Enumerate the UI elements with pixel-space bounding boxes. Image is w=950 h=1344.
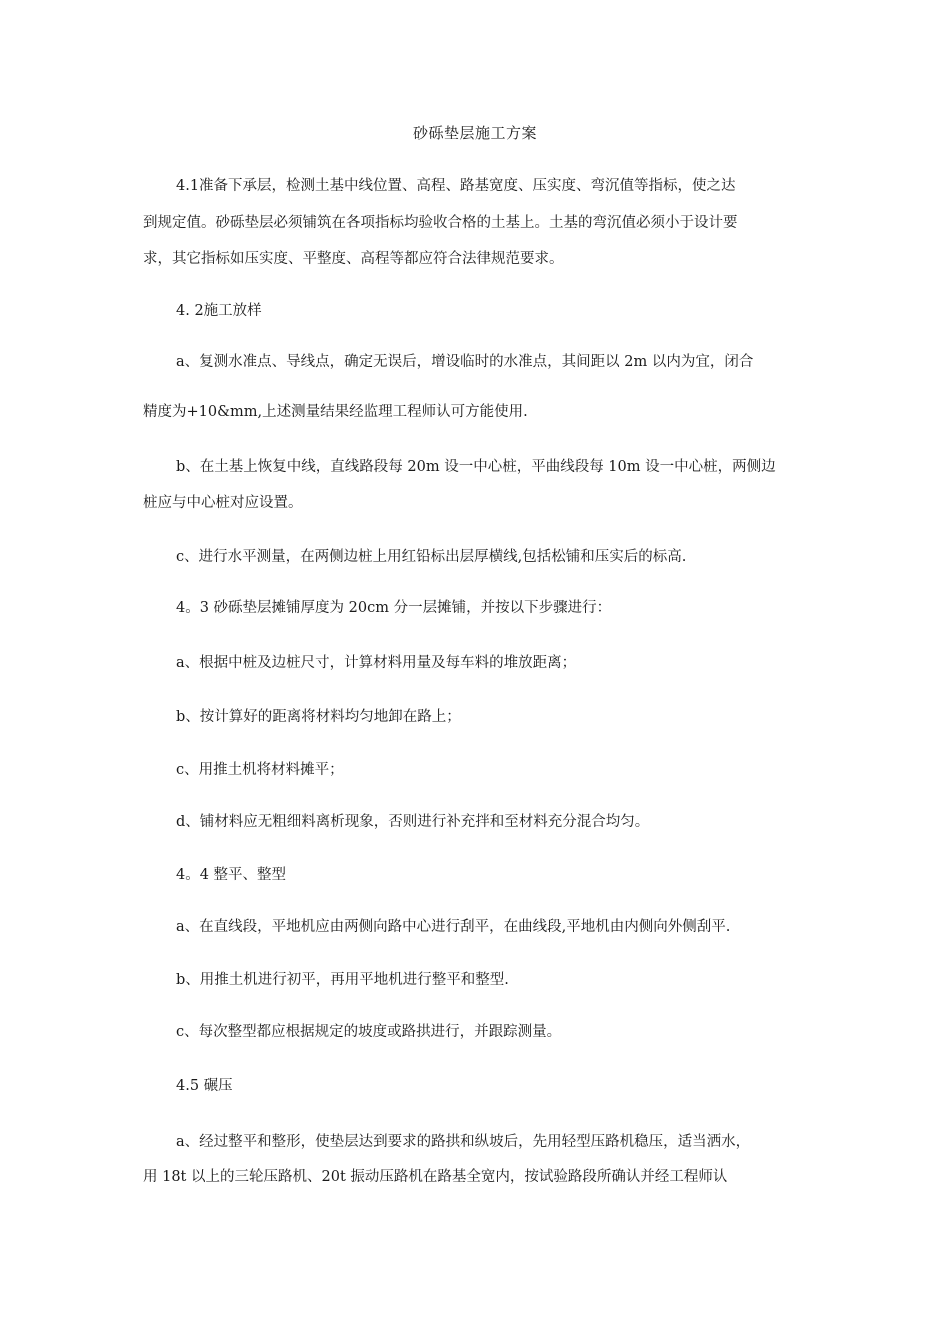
list-item: a、根据中桩及边桩尺寸，计算材料用量及每车料的堆放距离； (176, 655, 577, 671)
paragraph-line: 4.1准备下承层，检测土基中线位置、高程、路基宽度、压实度、弯沉值等指标，使之达 (176, 178, 736, 194)
section-heading: 4. 2施工放样 (176, 303, 262, 319)
section-heading: 4.5 碾压 (176, 1078, 233, 1094)
list-item: c、用推土机将材料摊平； (176, 762, 344, 778)
section-heading: 4。3 砂砾垫层摊铺厚度为 20cm 分一层摊铺，并按以下步骤进行： (176, 600, 612, 616)
document-title: 砂砾垫层施工方案 (412, 124, 537, 142)
list-item: c、每次整型都应根据规定的坡度或路拱进行，并跟踪测量。 (176, 1024, 562, 1040)
list-item: b、用推土机进行初平，再用平地机进行整平和整型. (176, 972, 509, 988)
paragraph-line: b、在土基上恢复中线，直线路段每 20m 设一中心桩，平曲线段每 10m 设一中心桩，两侧边 (176, 459, 776, 475)
paragraph-line: a、经过整平和整形，使垫层达到要求的路拱和纵坡后，先用轻型压路机稳压，适当洒水， (176, 1134, 751, 1150)
list-item: b、按计算好的距离将材料均匀地卸在路上； (176, 709, 461, 725)
list-item: d、铺材料应无粗细料离析现象，否则进行补充拌和至材料充分混合均匀。 (176, 814, 650, 830)
paragraph-line: 到规定值。砂砾垫层必须铺筑在各项指标均验收合格的土基上。土基的弯沉值必须小于设计要 (143, 215, 738, 231)
list-item: a、在直线段，平地机应由两侧向路中心进行刮平，在曲线段,平地机由内侧向外侧刮平. (176, 919, 731, 935)
paragraph-line: 用 18t 以上的三轮压路机、20t 振动压路机在路基全宽内，按试验路段所确认并经工程师认 (143, 1169, 728, 1185)
paragraph-line: 求，其它指标如压实度、平整度、高程等都应符合法律规范要求。 (143, 251, 564, 267)
section-heading: 4。4 整平、整型 (176, 867, 287, 883)
paragraph-line: a、复测水准点、导线点，确定无误后，增设临时的水准点，其间距以 2m 以内为宜，闭合 (176, 354, 754, 370)
paragraph-line: c、进行水平测量，在两侧边桩上用红铅标出层厚横线,包括松铺和压实后的标高. (176, 549, 687, 565)
paragraph-line: 精度为+10&mm,上述测量结果经监理工程师认可方能使用. (143, 404, 528, 420)
paragraph-line: 桩应与中心桩对应设置。 (143, 495, 303, 511)
